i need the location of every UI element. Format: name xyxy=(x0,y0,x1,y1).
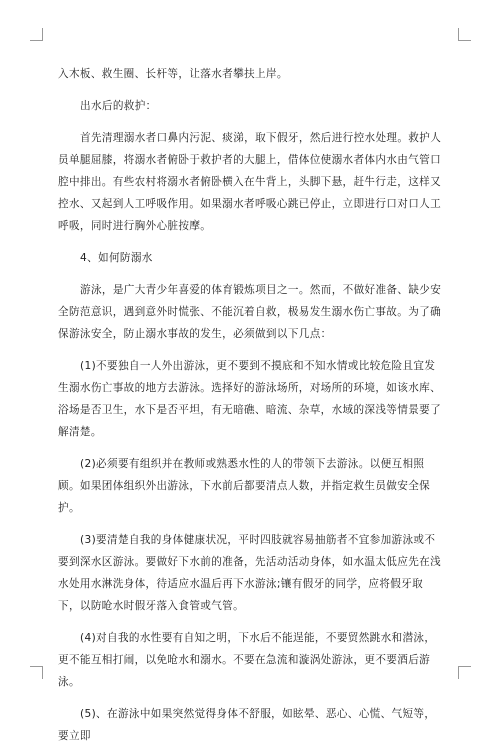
crop-mark-bottom-left xyxy=(30,666,43,679)
crop-mark-top-left xyxy=(30,28,43,41)
paragraph-rule-3: (3)要清楚自我的身体健康状况，平时四肢就容易抽筋者不宜参加游泳或不要到深水区游泳。要做好下水前的准备，先活动活动身体，如水温太低应先在浅水处用水淋洗身体，待适应水温后再下水游泳;镶有假牙的同学，应将假牙取下，以防呛水时假牙落入食管或气管。 xyxy=(58,534,442,612)
paragraph-first-aid: 首先清理溺水者口鼻内污泥、痰涕，取下假牙，然后进行控水处理。救护人员单腿屈膝，将溺水者俯卧于救护者的大腿上，借体位使溺水者体内水由气管口腔中排出。有些农村将溺水者俯卧横入在牛背上，头脚下悬，赶牛行走，这样又控水、又起到人工呼吸作用。如果溺水者呼吸心跳已停止，立即进行口对口人工呼吸，同时进行胸外心脏按摩。 xyxy=(58,132,442,232)
crop-mark-top-right xyxy=(458,28,471,41)
paragraph-continuation: 入木板、救生圈、长杆等，让落水者攀扶上岸。 xyxy=(58,68,288,80)
paragraph-rule-1: (1)不要独自一人外出游泳，更不要到不摸底和不知水情或比较危险且宜发生溺水伤亡事故的地方去游泳。选择好的游泳场所，对场所的环境，如该水库、浴场是否卫生，水下是否平坦，有无暗礁、暗流、杂草，水域的深浅等情景要了解清楚。 xyxy=(58,360,442,438)
crop-mark-bottom-right xyxy=(458,666,471,679)
paragraph-rule-5: (5)、在游泳中如果突然觉得身体不舒服，如眩晕、恶心、心慌、气短等，要立即 xyxy=(58,708,436,742)
heading-after-rescue: 出水后的救护： xyxy=(80,100,157,112)
paragraph-intro: 游泳，是广大青少年喜爱的体育锻炼项目之一。然而，不做好准备、缺少安全防范意识，遇到意外时慌张、不能沉着自救，极易发生溺水伤亡事故。为了确保游泳安全，防止溺水事故的发生，必须做到以下几点： xyxy=(58,284,442,340)
paragraph-rule-4: (4)对自我的水性要有自知之明，下水后不能逞能，不要贸然跳水和潜泳，更不能互相打闹，以免呛水和溺水。不要在急流和漩涡处游泳，更不要酒后游泳。 xyxy=(58,632,436,688)
paragraph-rule-2: (2)必须要有组织并在教师或熟悉水性的人的带领下去游泳。以便互相照顾。如果团体组织外出游泳，下水前后都要清点人数，并指定救生员做安全保护。 xyxy=(58,458,431,514)
document-body xyxy=(58,63,442,747)
heading-prevention: 4、如何防溺水 xyxy=(80,252,153,264)
